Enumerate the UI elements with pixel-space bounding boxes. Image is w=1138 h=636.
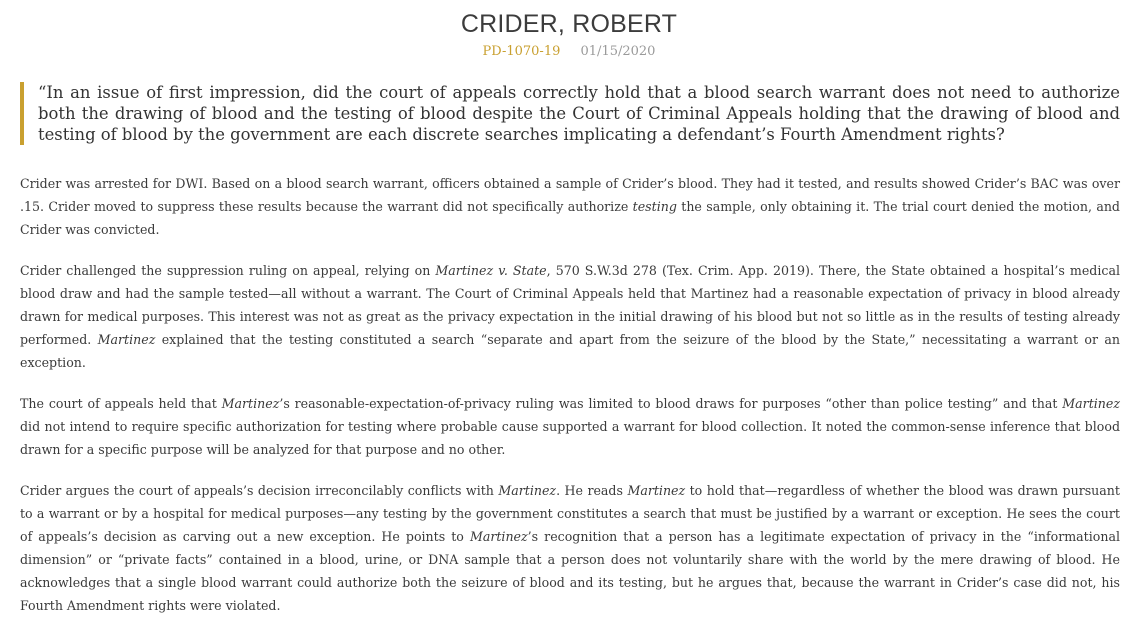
paragraph-text: Crider challenged the suppression ruling on appeal, relying on — [20, 263, 436, 278]
emphasis-text: testing — [632, 199, 677, 214]
case-citation: Martinez — [97, 332, 156, 347]
case-citation: Martinez v. State — [435, 263, 547, 278]
paragraph-text: . He reads — [556, 483, 628, 498]
paragraph-text: explained that the testing constituted a search “separate and apart from the seizure of the blood by the State,” necessitating a warrant or an exception. — [20, 332, 1120, 370]
paragraph-text: Crider was arrested for DWI. Based on a blood search warrant, officers obtained a sample of Crider’s blood. They had it tested, and results showed Crider’s BAC was over .15. Crider moved to suppress these results because the warrant did not specifically authorize — [20, 176, 1120, 214]
case-date: 01/15/2020 — [580, 44, 656, 59]
case-citation: Martinez — [469, 529, 528, 544]
paragraph-text: did not intend to require specific authorization for testing where probable cause supported a warrant for blood collection. It noted the common-sense inference that blood drawn for a specific purpose will be analyzed for that purpose and no other. — [20, 419, 1120, 457]
paragraph-2 — [20, 259, 1120, 374]
paragraph-4 — [20, 479, 1120, 617]
paragraph-text: ’s recognition that a person has a legitimate expectation of privacy in the “informational dimension” or “private facts” contained in a blood, urine, or DNA sample that a person does not voluntarily share with the world by the mere drawing of blood. He acknowledges that a single blood warrant could authorize both the seizure of blood and its testing, but he argues that, because the warrant in Crider’s case did not, his Fourth Amendment rights were violated. — [20, 529, 1120, 613]
paragraph-text: , 570 S.W.3d 278 (Tex. Crim. App. 2019). There, the State obtained a hospital’s medical blood draw and had the sample tested—all without a warrant. The Court of Criminal Appeals held that Martinez had a reasonable expectation of privacy in blood already drawn for medical purposes. This interest was not as great as the privacy expectation in the initial drawing of his blood but not so little as in the results of testing already performed. — [20, 263, 1120, 347]
case-citation: Martinez — [627, 483, 686, 498]
paragraph-text: to hold that—regardless of whether the blood was drawn pursuant to a warrant or by a hospital for medical purposes—any testing by the government constitutes a search that must be justified by a warrant or exception. He sees the court of appeals’s decision as carving out a new exception. He points to — [20, 483, 1120, 544]
paragraph-text: the sample, only obtaining it. The trial court denied the motion, and Crider was convicted. — [20, 199, 1120, 237]
docket-number: PD-1070-19 — [482, 44, 561, 59]
paragraph-1 — [20, 172, 1120, 241]
case-citation: Martinez — [221, 396, 280, 411]
paragraph-text: ’s reasonable-expectation-of-privacy ruling was limited to blood draws for purposes “other than police testing” and that — [279, 396, 1063, 411]
case-title: CRIDER, ROBERT — [460, 10, 678, 38]
issue-quote: “In an issue of first impression, did the court of appeals correctly hold that a blood search warrant does not need to authorize both the drawing of blood and the testing of blood despite the Court of Criminal Appeals holding that the drawing of blood and testing of blood by the government are each discrete searches implicating a defendant’s Fourth Amendment rights? — [20, 82, 1120, 145]
paragraph-text: The court of appeals held that — [20, 396, 222, 411]
case-citation: Martinez — [1062, 396, 1120, 411]
case-citation: Martinez — [498, 483, 557, 498]
case-meta — [0, 42, 1138, 62]
case-header — [0, 0, 1138, 62]
case-body — [20, 172, 1120, 617]
paragraph-3 — [20, 392, 1120, 461]
paragraph-text: Crider argues the court of appeals’s decision irreconcilably conflicts with — [20, 483, 499, 498]
